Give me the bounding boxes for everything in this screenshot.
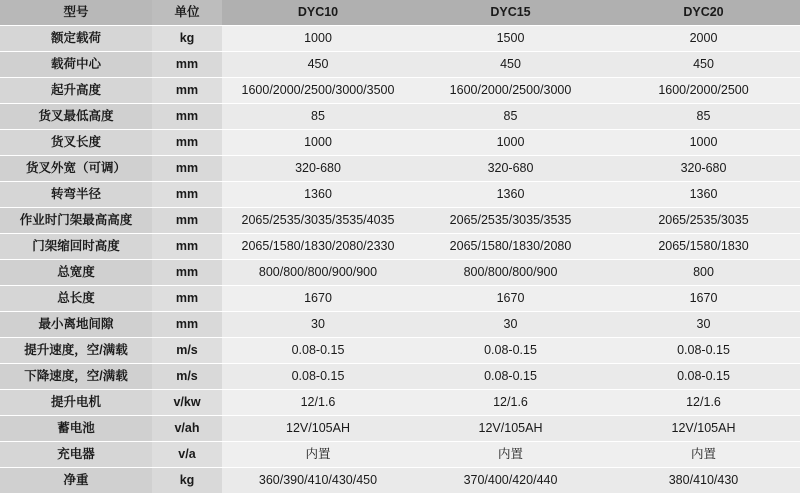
cell-value: 320-680: [607, 156, 800, 182]
row-unit: mm: [152, 312, 222, 338]
row-label: 货叉长度: [0, 130, 152, 156]
row-label: 提升电机: [0, 390, 152, 416]
table-row: [0, 130, 800, 156]
cell-value: 内置: [414, 442, 607, 468]
cell-value: 1670: [414, 286, 607, 312]
cell-value: 2065/2535/3035/3535: [414, 208, 607, 234]
cell-value: 1360: [414, 182, 607, 208]
cell-value: 2065/1580/1830: [607, 234, 800, 260]
table-body: [0, 26, 800, 493]
cell-value: 360/390/410/430/450: [222, 468, 414, 493]
cell-value: 800: [607, 260, 800, 286]
table-row: [0, 104, 800, 130]
row-unit: mm: [152, 78, 222, 104]
table-row: [0, 52, 800, 78]
row-label: 蓄电池: [0, 416, 152, 442]
table-row: [0, 182, 800, 208]
row-label: 总长度: [0, 286, 152, 312]
row-label: 门架缩回时高度: [0, 234, 152, 260]
cell-value: 30: [222, 312, 414, 338]
table-row: [0, 364, 800, 390]
row-label: 起升高度: [0, 78, 152, 104]
row-unit: mm: [152, 286, 222, 312]
row-unit: mm: [152, 156, 222, 182]
table-row: [0, 260, 800, 286]
table-row: [0, 78, 800, 104]
cell-value: 1360: [607, 182, 800, 208]
cell-value: 1600/2000/2500/3000/3500: [222, 78, 414, 104]
cell-value: 内置: [607, 442, 800, 468]
cell-value: 85: [414, 104, 607, 130]
table-row: [0, 312, 800, 338]
cell-value: 0.08-0.15: [414, 338, 607, 364]
column-header-dyc15: DYC15: [414, 0, 607, 26]
cell-value: 12V/105AH: [607, 416, 800, 442]
cell-value: 380/410/430: [607, 468, 800, 493]
row-label: 载荷中心: [0, 52, 152, 78]
row-label: 总宽度: [0, 260, 152, 286]
cell-value: 12V/105AH: [222, 416, 414, 442]
cell-value: 320-680: [222, 156, 414, 182]
column-header-model: 型号: [0, 0, 152, 26]
cell-value: 1000: [222, 130, 414, 156]
table-row: [0, 442, 800, 468]
cell-value: 0.08-0.15: [607, 338, 800, 364]
row-unit: v/ah: [152, 416, 222, 442]
row-label: 提升速度，空/满载: [0, 338, 152, 364]
cell-value: 1600/2000/2500/3000: [414, 78, 607, 104]
row-unit: kg: [152, 468, 222, 493]
row-unit: mm: [152, 104, 222, 130]
row-label: 转弯半径: [0, 182, 152, 208]
table-row: [0, 208, 800, 234]
cell-value: 0.08-0.15: [414, 364, 607, 390]
row-label: 下降速度，空/满载: [0, 364, 152, 390]
row-unit: kg: [152, 26, 222, 52]
cell-value: 800/800/800/900/900: [222, 260, 414, 286]
row-unit: mm: [152, 182, 222, 208]
cell-value: 85: [607, 104, 800, 130]
row-label: 最小离地间隙: [0, 312, 152, 338]
cell-value: 1000: [222, 26, 414, 52]
row-unit: v/a: [152, 442, 222, 468]
cell-value: 370/400/420/440: [414, 468, 607, 493]
cell-value: 12V/105AH: [414, 416, 607, 442]
column-header-dyc10: DYC10: [222, 0, 414, 26]
row-label: 充电器: [0, 442, 152, 468]
cell-value: 1670: [607, 286, 800, 312]
cell-value: 0.08-0.15: [607, 364, 800, 390]
row-unit: mm: [152, 130, 222, 156]
table-row: [0, 26, 800, 52]
cell-value: 2065/1580/1830/2080/2330: [222, 234, 414, 260]
table-row: [0, 416, 800, 442]
cell-value: 内置: [222, 442, 414, 468]
table-row: [0, 338, 800, 364]
row-unit: m/s: [152, 364, 222, 390]
row-label: 作业时门架最高高度: [0, 208, 152, 234]
table-row: [0, 390, 800, 416]
cell-value: 2065/2535/3035: [607, 208, 800, 234]
table-row: [0, 234, 800, 260]
cell-value: 1360: [222, 182, 414, 208]
row-unit: m/s: [152, 338, 222, 364]
table-row: [0, 468, 800, 493]
cell-value: 12/1.6: [607, 390, 800, 416]
cell-value: 1670: [222, 286, 414, 312]
row-unit: v/kw: [152, 390, 222, 416]
cell-value: 0.08-0.15: [222, 338, 414, 364]
row-unit: mm: [152, 234, 222, 260]
cell-value: 450: [414, 52, 607, 78]
table-row: [0, 286, 800, 312]
table-header-row: [0, 0, 800, 26]
cell-value: 1000: [607, 130, 800, 156]
cell-value: 30: [607, 312, 800, 338]
table-row: [0, 156, 800, 182]
cell-value: 320-680: [414, 156, 607, 182]
cell-value: 30: [414, 312, 607, 338]
cell-value: 1500: [414, 26, 607, 52]
row-unit: mm: [152, 208, 222, 234]
cell-value: 85: [222, 104, 414, 130]
cell-value: 2000: [607, 26, 800, 52]
row-unit: mm: [152, 260, 222, 286]
row-label: 货叉外宽（可调）: [0, 156, 152, 182]
cell-value: 12/1.6: [222, 390, 414, 416]
column-header-dyc20: DYC20: [607, 0, 800, 26]
cell-value: 2065/2535/3035/3535/4035: [222, 208, 414, 234]
cell-value: 800/800/800/900: [414, 260, 607, 286]
row-unit: mm: [152, 52, 222, 78]
cell-value: 1600/2000/2500: [607, 78, 800, 104]
table-header: [0, 0, 800, 26]
cell-value: 12/1.6: [414, 390, 607, 416]
cell-value: 0.08-0.15: [222, 364, 414, 390]
row-label: 货叉最低高度: [0, 104, 152, 130]
column-header-unit: 单位: [152, 0, 222, 26]
row-label: 额定载荷: [0, 26, 152, 52]
cell-value: 2065/1580/1830/2080: [414, 234, 607, 260]
cell-value: 450: [222, 52, 414, 78]
cell-value: 450: [607, 52, 800, 78]
row-label: 净重: [0, 468, 152, 493]
cell-value: 1000: [414, 130, 607, 156]
